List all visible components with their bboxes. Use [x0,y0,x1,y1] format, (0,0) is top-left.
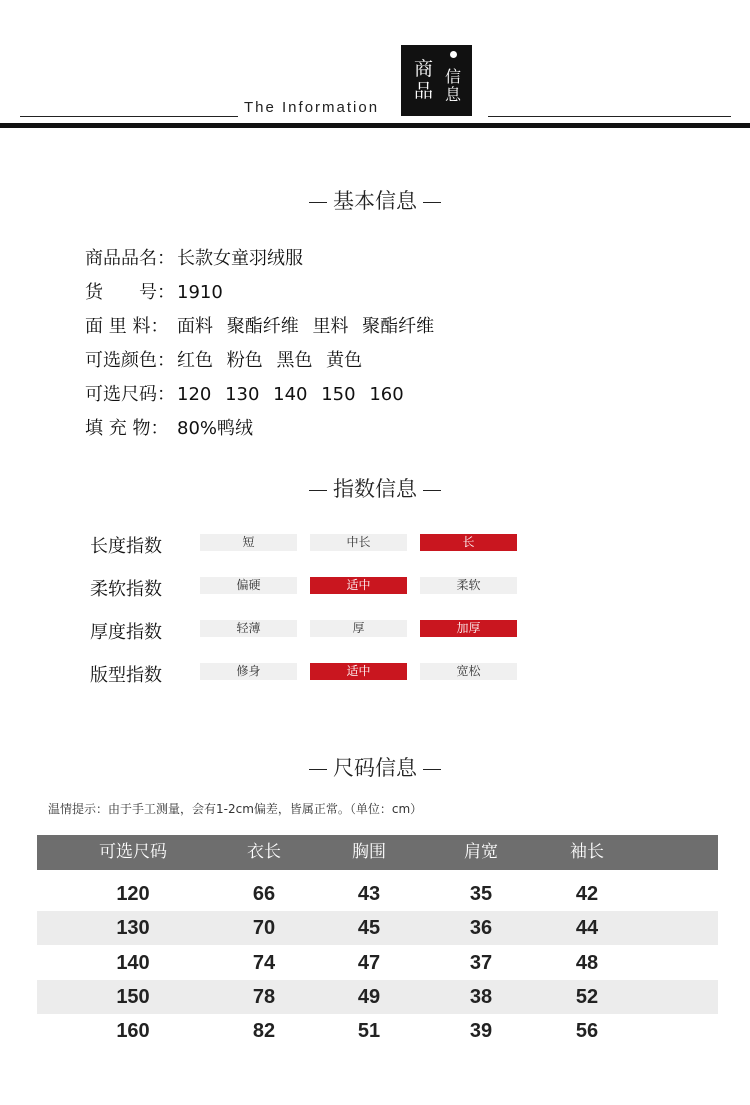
table-cell: 52 [575,986,599,1008]
size-table-header-cell: 袖长 [570,842,604,862]
size-table-header-cell: 肩宽 [464,842,498,862]
index-label: 柔软指数 [90,579,162,600]
header-badge-dot-icon [450,51,457,58]
table-cell: 74 [252,952,276,974]
table-cell: 130 [116,917,150,939]
index-label: 版型指数 [90,665,162,686]
table-cell: 78 [252,986,276,1008]
table-cell: 35 [469,883,493,905]
index-option: 修身 [200,663,297,680]
table-cell: 36 [469,917,493,939]
index-option: 偏硬 [200,577,297,594]
table-cell: 56 [575,1020,599,1042]
index-option: 厚 [310,620,407,637]
table-cell: 49 [357,986,381,1008]
index-option-active: 适中 [310,663,407,680]
table-cell: 39 [469,1020,493,1042]
size-table-header-cell: 胸围 [352,842,386,862]
index-option: 短 [200,534,297,551]
table-cell: 42 [575,883,599,905]
header-subtitle: The Information [244,99,380,116]
table-cell: 51 [357,1020,381,1042]
header-badge-text-left: 商品 [414,58,434,102]
table-cell: 37 [469,952,493,974]
table-cell: 45 [357,917,381,939]
index-option: 宽松 [420,663,517,680]
info-row-filling: 填 充 物： 80%鸭绒 [85,418,254,439]
index-option: 柔软 [420,577,517,594]
index-option: 轻薄 [200,620,297,637]
header-bar [0,123,750,128]
info-row-name: 商品品名： 长款女童羽绒服 [85,248,303,269]
table-cell: 38 [469,986,493,1008]
table-row [37,877,718,911]
table-cell: 43 [357,883,381,905]
index-option-active: 适中 [310,577,407,594]
table-row [37,946,718,980]
index-label: 长度指数 [90,536,162,557]
index-option-active: 加厚 [420,620,517,637]
table-cell: 120 [116,883,150,905]
index-section-title: 指数信息 [0,473,750,503]
table-cell: 150 [116,986,150,1008]
table-cell: 160 [116,1020,150,1042]
size-section-title: 尺码信息 [0,752,750,782]
info-row-material: 面 里 料： 面料 聚酯纤维 里料 聚酯纤维 [85,316,435,337]
header-divider-right [488,116,731,117]
index-option-active: 长 [420,534,517,551]
table-cell: 140 [116,952,150,974]
size-table-header [37,835,718,870]
index-label: 厚度指数 [90,622,162,643]
table-cell: 70 [252,917,276,939]
table-cell: 66 [252,883,276,905]
info-row-sizes: 可选尺码： 120 130 140 150 160 [85,384,404,405]
table-row [37,980,718,1014]
size-table-header-cell: 可选尺码 [99,842,167,862]
header-divider-left [20,116,238,117]
table-cell: 82 [252,1020,276,1042]
basic-section-title: 基本信息 [0,185,750,215]
table-cell: 47 [357,952,381,974]
size-table-header-cell: 衣长 [247,842,281,862]
table-row [37,1014,718,1048]
info-row-sku: 货 号： 1910 [85,282,223,303]
info-row-colors: 可选颜色： 红色 粉色 黑色 黄色 [85,350,363,371]
table-cell: 48 [575,952,599,974]
header-badge-text-right: 信息 [445,67,462,104]
size-note: 温情提示：由于手工测量，会有1-2cm偏差，皆属正常。（单位：cm） [48,802,423,816]
table-row [37,911,718,945]
table-cell: 44 [575,917,599,939]
index-option: 中长 [310,534,407,551]
